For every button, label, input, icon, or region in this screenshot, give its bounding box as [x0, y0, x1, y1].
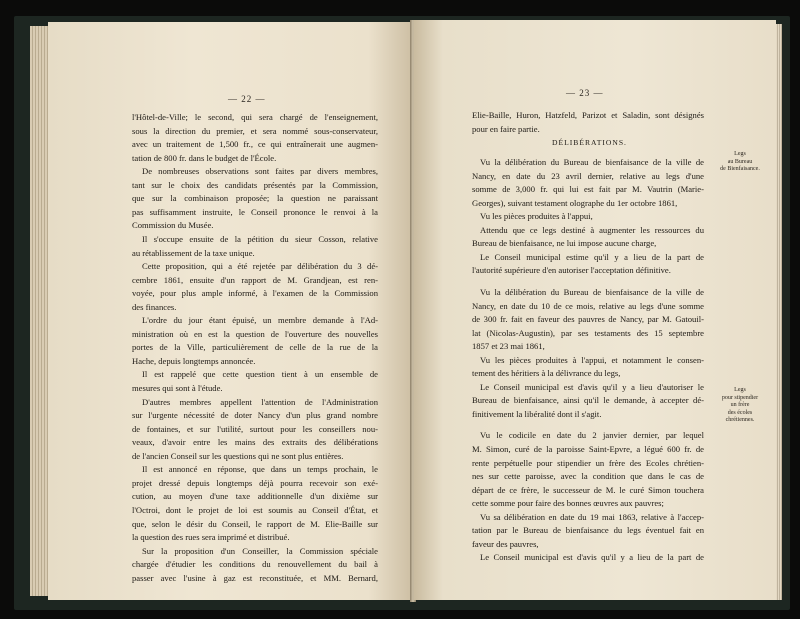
- text-line: Le Conseil municipal est d'avis qu'il y a lieu de la part de: [480, 552, 704, 563]
- text-line: 1857 et 23 mai 1861,: [472, 341, 545, 352]
- text-line: L'ordre du jour étant épuisé, un membre demande à l'Ad-: [142, 315, 378, 326]
- text-line: Attendu que ce legs destiné à augmenter les ressources du: [480, 224, 704, 235]
- text-line: Vu les pièces produites à l'appui,: [480, 211, 593, 222]
- text-line: sous la direction du premier, et sera nommé sous-conservateur,: [132, 125, 378, 136]
- text-line: lat (Nicolas-Augustin), par ses testaments des 15 septembre: [472, 327, 704, 338]
- text-line: projet dressé depuis longtemps déjà pourra recevoir son exé-: [132, 477, 378, 488]
- text-line: Commission du Musée.: [132, 220, 214, 231]
- margin-note-line: de Bienfaisance.: [720, 166, 760, 172]
- text-line: tant sur le choix des candidats présentés par la Commission,: [132, 179, 378, 190]
- text-line: Vu sa délibération en date du 19 mai 1863, relative à l'accep-: [480, 511, 704, 522]
- text-line: au rétablissement de la taxe unique.: [132, 247, 255, 258]
- right-page: [414, 20, 776, 600]
- text-line: cution, au moyen d'une taxe additionnelle d'un dixième sur: [132, 491, 378, 502]
- text-line: finitivement la libéralité dont il s'agit.: [472, 408, 602, 419]
- text-line: Vu la délibération du Bureau de bienfaisance de la ville de: [480, 157, 704, 167]
- page-edges-right: [776, 24, 782, 600]
- text-line: que sur la combinaison proposée; la question ne paraissant: [132, 193, 378, 204]
- text-line: de 300 fr. fait en faveur des pauvres de Nancy, par M. Gatouil-: [472, 314, 704, 325]
- margin-note-line: des écoles: [727, 409, 753, 416]
- text-line: Cette proposition, qui a été rejetée par délibération du 3 dé-: [142, 261, 378, 272]
- text-line: D'autres membres appellent l'attention de l'Administration: [142, 396, 378, 407]
- text-line: tation de 800 fr. dans le budget de l'École.: [132, 152, 277, 163]
- text-line: des finances.: [132, 301, 177, 312]
- text-line: portes de la Ville, particulièrement de celle de la rue de la: [132, 342, 378, 353]
- text-line: Hache, depuis longtemps annoncée.: [132, 355, 256, 366]
- margin-note-line: Legs: [734, 151, 746, 157]
- text-line: Nancy, en date du 10 de ce mois, relative au legs d'une somme: [472, 300, 704, 311]
- text-line: avec un traitement de 1,500 fr., ce qui entraînerait une augmen-: [132, 139, 378, 150]
- text-line: Vu le codicile en date du 2 janvier dernier, par lequel: [480, 430, 704, 441]
- text-line: Bureau de bienfaisance, ainsi qu'il le demande, à accepter dé-: [472, 395, 704, 406]
- text-line: Vu la délibération du Bureau de bienfaisance de la ville de: [480, 286, 704, 297]
- text-line: De nombreuses observations sont faites par divers membres,: [142, 166, 378, 177]
- text-line: Sur la proposition d'un Conseiller, la Commission spéciale: [142, 545, 378, 556]
- text-line: Vu les pièces produites à l'appui, et notamment le consen-: [480, 354, 704, 365]
- margin-note: [710, 387, 770, 425]
- margin-note-line: chrétiennes.: [725, 417, 755, 423]
- text-line: Le Conseil municipal est d'avis qu'il y a lieu d'autoriser le: [480, 381, 704, 392]
- text-line: M. Simon, curé de la paroisse Saint-Epvre, a légué 600 fr. de: [472, 444, 704, 454]
- text-line: la question des rues sera imprimé et distribué.: [132, 532, 290, 543]
- text-line: de fontaines, et sur l'utilité, surtout pour les conseillers nou-: [132, 423, 378, 434]
- text-line: départ de ce frère, le successeur de M. le curé Simon touchera: [472, 484, 704, 495]
- text-line: mesures qui sont à l'étude.: [132, 383, 223, 393]
- page-number: — 22 —: [228, 94, 266, 104]
- text-line: sur l'urgente nécessité de doter Nancy d'un plus grand nombre: [132, 410, 378, 421]
- text-line: passer avec l'usine à gaz est reconstituée, et MM. Bernard,: [132, 572, 378, 583]
- page-edges-left: [30, 26, 50, 596]
- text-line: rente perpétuelle pour stipendier un frère des Ecoles chrétien-: [472, 457, 704, 468]
- left-page: [48, 22, 412, 600]
- text-line: tation par le Bureau de bienfaisance du legs éventuel fait en: [472, 525, 704, 536]
- text-line: Bureau de bienfaisance, ne lui impose aucune charge,: [472, 238, 657, 249]
- text-line: tement des héritiers à la délivrance du legs,: [472, 368, 621, 379]
- text-line: l'Octroi, dont le projet de loi est soumis au Conseil d'État, et: [132, 504, 378, 515]
- text-line: que, selon le désir du Conseil, le rapport de M. Elie-Baille sur: [132, 518, 378, 529]
- margin-note-line: pour stipendier: [721, 394, 759, 401]
- text-line: veaux, d'avoir entre les mains des extraits des délibérations: [132, 437, 378, 448]
- text-line: cette somme pour faire des bonnes œuvres aux pauvres;: [472, 498, 664, 509]
- text-line: l'autorité supérieure d'en autoriser l'acceptation définitive.: [472, 265, 671, 276]
- text-line: l'Hôtel-de-Ville; le second, qui sera chargé de l'enseignement,: [132, 112, 378, 122]
- margin-note-line: Legs: [734, 387, 746, 393]
- text-line: chargée d'étudier les conditions du renouvellement du bail à: [132, 559, 378, 570]
- text-line: Il est rappelé que cette question tient à un ensemble de: [142, 369, 378, 380]
- text-line: Il s'occupe ensuite de la pétition du sieur Cosson, relative: [142, 233, 378, 244]
- margin-note: [710, 151, 770, 174]
- text-line: Il est annoncé en réponse, que dans un temps prochain, le: [142, 464, 378, 475]
- text-line: de l'ancien Conseil sur les questions qui ne sont plus entières.: [132, 450, 344, 461]
- text-line: Georges), suivant testament olographe du 1er octobre 1861,: [472, 197, 678, 208]
- margin-note-line: au Bureau: [727, 158, 753, 165]
- text-line: faveur des pauvres,: [472, 538, 539, 549]
- text-line: somme de 3,000 fr. qui lui est fait par M. Vautrin (Marie-: [472, 184, 704, 195]
- margin-note-line: un frère: [730, 402, 750, 408]
- text-line: Elie-Baille, Huron, Hatzfeld, Parizot et Saladin, sont désignés: [472, 110, 704, 120]
- section-title: DÉLIBÉRATIONS.: [552, 138, 627, 147]
- text-line: Nancy, en date du 23 avril dernier, relative au legs d'une: [472, 170, 704, 181]
- text-line: cembre 1861, ensuite d'un rapport de M. Grandjean, est ren-: [132, 274, 378, 285]
- text-line: voyée, pour plus ample informé, à l'examen de la Commission: [132, 288, 378, 299]
- page-number: — 23 —: [566, 88, 604, 98]
- text-line: ministration où en est la question de l'ouverture des nouvelles: [132, 328, 378, 339]
- text-line: pas suffisamment instruite, le Conseil prononce le renvoi à la: [132, 206, 378, 217]
- text-line: Le Conseil municipal estime qu'il y a lieu de la part de: [480, 251, 704, 262]
- text-line: pour en faire partie.: [472, 123, 540, 134]
- text-line: nes sur cette paroisse, avec la condition que dans le cas de: [472, 471, 704, 482]
